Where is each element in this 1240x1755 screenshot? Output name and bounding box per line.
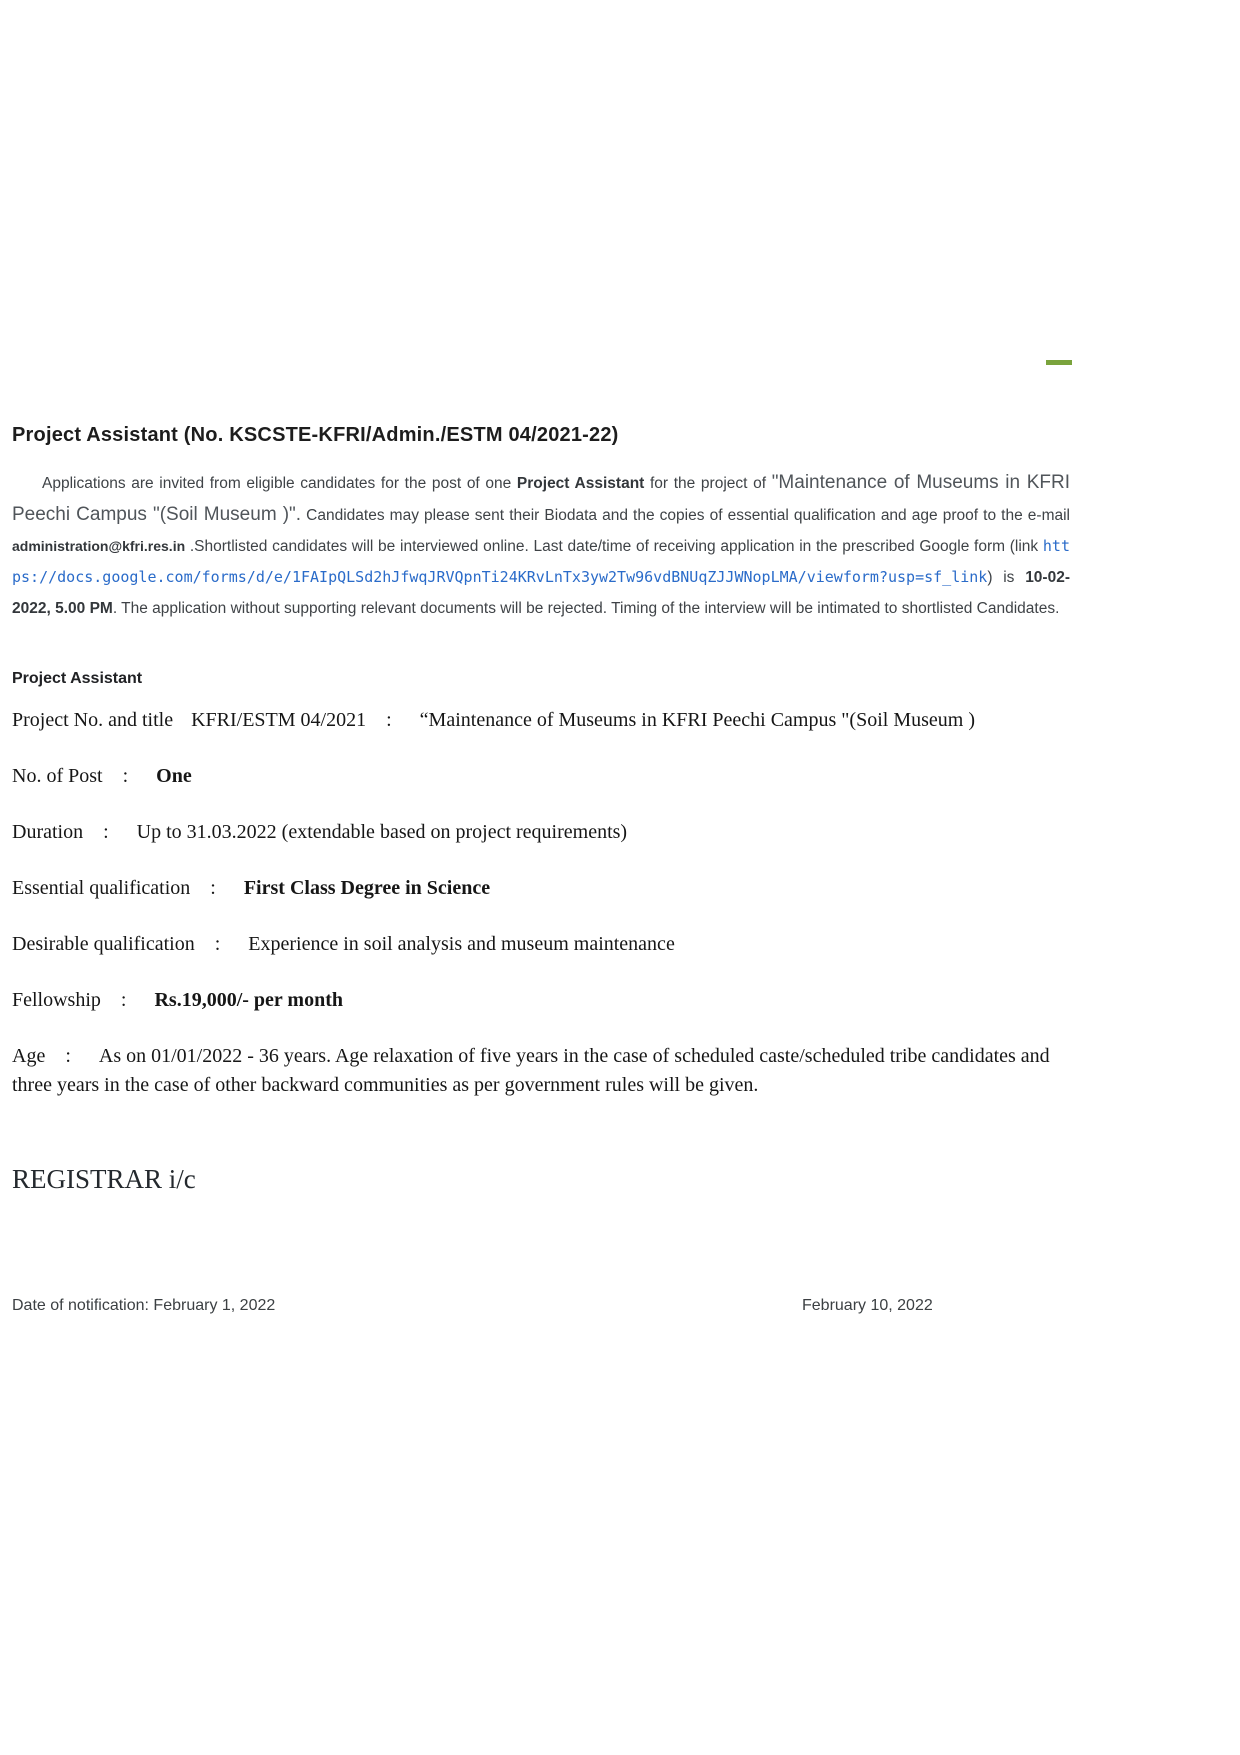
detail-mid-value: KFRI/ESTM 04/2021 <box>191 709 367 731</box>
details-section <box>12 706 1070 1100</box>
detail-separator: : <box>120 989 127 1011</box>
detail-separator: : <box>103 821 109 843</box>
intro-text-2: for the project of <box>644 475 772 492</box>
detail-separator: : <box>122 765 129 787</box>
google-form-link[interactable]: https://docs.google.com/forms/d/e/1FAIpQLSd2hJfwqJRVQpnTi24KRvLnTx3yw2Tw96vdBNUqZJJWNopLMA/viewform?usp=sf_link <box>12 537 1070 586</box>
deadline-bold: 10-02-2022, 5.00 PM <box>12 569 1070 617</box>
detail-row-duration <box>12 818 1070 847</box>
detail-value: Rs.19,000/- per month <box>154 989 343 1011</box>
intro-text-6: . The application without supporting relevant documents will be rejected. Timing of the interview will be intimated to shortlisted Candidates. <box>112 600 1060 617</box>
intro-text-1: Applications are invited from eligible candidates for the post of one <box>42 475 517 492</box>
intro-post-bold: Project Assistant <box>516 475 645 492</box>
registrar-signature: REGISTRAR i/c <box>12 1164 196 1194</box>
post-subheading: Project Assistant <box>12 670 143 687</box>
footer-date-right: February 10, 2022 <box>802 1297 933 1314</box>
detail-row-fellowship <box>12 986 1070 1015</box>
detail-separator: : <box>65 1045 71 1067</box>
intro-text-4: .Shortlisted candidates will be interviewed online. Last date/time of receiving application in the prescribed Google form (link <box>185 538 1043 555</box>
detail-value: First Class Degree in Science <box>243 877 491 899</box>
detail-row-no-of-post <box>12 762 1070 791</box>
project-name-text: "Maintenance of Museums in KFRI Peechi Campus "(Soil Museum )". <box>12 472 1070 525</box>
footer-row <box>12 1297 1070 1319</box>
detail-value: Experience in soil analysis and museum maintenance <box>248 933 675 955</box>
intro-text-3: Candidates may please sent their Biodata and the copies of essential qualification and age proof to the e-mail <box>301 507 1070 524</box>
detail-label: Fellowship <box>12 989 101 1011</box>
intro-text-5: ) is <box>987 569 1026 586</box>
detail-row-essential-qualification <box>12 874 1070 903</box>
detail-value: As on 01/01/2022 - 36 years. Age relaxation of five years in the case of scheduled caste/scheduled tribe candidates and three years in the case of other backward communities as per government rules will be given. <box>12 1045 1050 1096</box>
detail-separator: : <box>210 877 216 899</box>
detail-value: Up to 31.03.2022 (extendable based on project requirements) <box>136 821 628 843</box>
detail-value: “Maintenance of Museums in KFRI Peechi Campus "(Soil Museum ) <box>419 709 975 731</box>
detail-row-desirable-qualification <box>12 930 1070 959</box>
detail-label: Project No. and title <box>12 709 174 731</box>
email-address: administration@kfri.res.in <box>12 538 186 554</box>
detail-value: One <box>156 765 192 787</box>
detail-label: Essential qualification <box>12 877 191 899</box>
notice-content <box>12 0 1070 1319</box>
detail-row-project-no <box>12 706 1070 735</box>
notice-title: Project Assistant (No. KSCSTE-KFRI/Admin./ESTM 04/2021-22) <box>12 424 619 446</box>
detail-separator: : <box>386 709 392 731</box>
detail-row-age <box>12 1042 1070 1100</box>
detail-label: Desirable qualification <box>12 933 195 955</box>
detail-label: No. of Post <box>12 765 103 787</box>
notification-date: Date of notification: February 1, 2022 <box>12 1297 276 1314</box>
intro-paragraph <box>12 467 1070 624</box>
detail-label: Duration <box>12 821 84 843</box>
detail-label: Age <box>12 1045 46 1067</box>
detail-separator: : <box>214 933 221 955</box>
